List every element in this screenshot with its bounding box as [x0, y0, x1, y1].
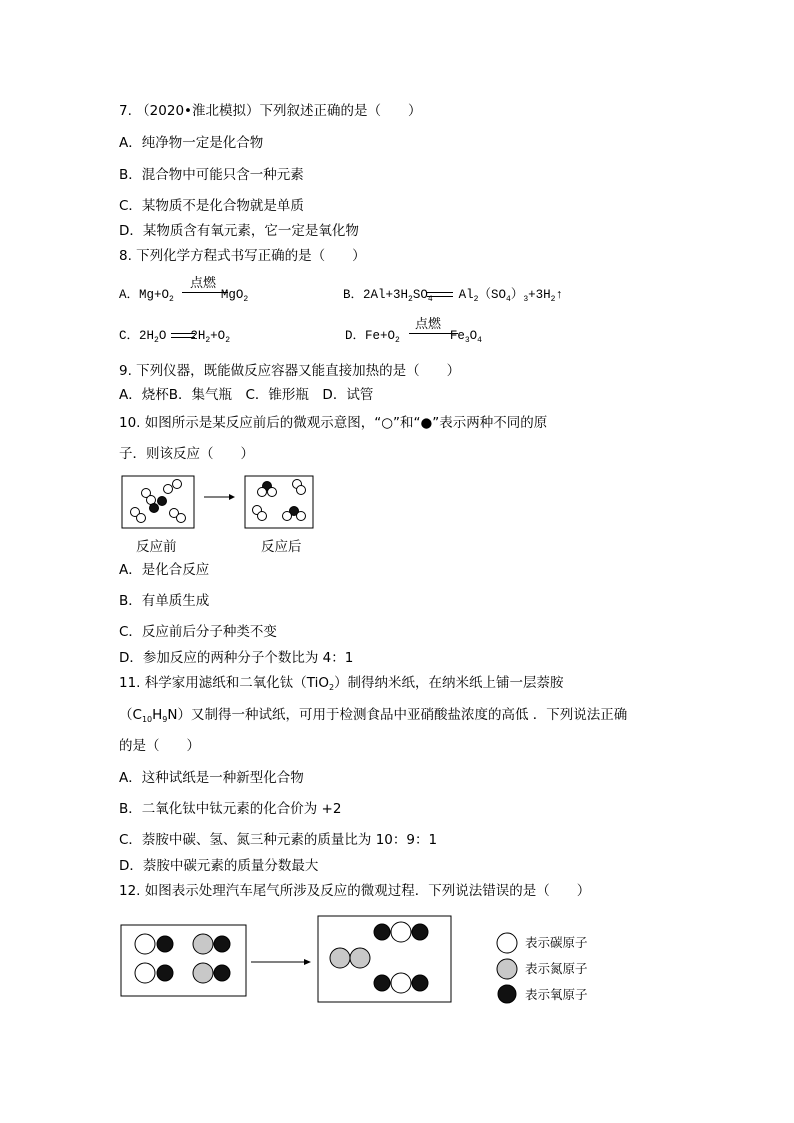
q9-stem: 9. 下列仪器，既能做反应容器又能直接加热的是（ ） [119, 363, 461, 379]
nitrogen-atom [193, 934, 213, 954]
reactants-box [121, 925, 246, 996]
q7-option-b: B．混合物中可能只含一种元素 [119, 167, 304, 183]
white-atom [170, 509, 179, 518]
q10-option-c: C．反应前后分子种类不变 [119, 624, 277, 640]
white-atom [258, 488, 267, 497]
white-atom [142, 489, 151, 498]
q7-option-d: D．某物质含有氧元素，它一定是氧化物 [119, 223, 359, 239]
black-atom [263, 482, 272, 491]
legend-oxygen-label: 表示氧原子 [525, 987, 588, 1002]
q8a-condition: 点燃 [190, 276, 217, 291]
black-atom [150, 504, 159, 513]
white-atom [173, 480, 182, 489]
nitrogen-atom [330, 948, 350, 968]
legend-oxygen-icon [498, 985, 516, 1003]
reaction-arrow-head [229, 494, 235, 500]
products-box [318, 916, 451, 1002]
q7-option-a: A．纯净物一定是化合物 [119, 135, 264, 151]
oxygen-atom [214, 936, 230, 952]
before-box [122, 476, 194, 528]
legend-nitrogen-icon [497, 959, 517, 979]
white-atom [164, 485, 173, 494]
q12-stem: 12. 如图表示处理汽车尾气所涉及反应的微观过程．下列说法错误的是（ ） [119, 883, 591, 899]
q10-caption-before: 反应前 [136, 539, 177, 555]
nitrogen-atom [193, 963, 213, 983]
white-atom [268, 488, 277, 497]
carbon-atom [391, 922, 411, 942]
after-box [245, 476, 313, 528]
reaction-arrow-head [304, 959, 311, 965]
q11-option-b: B．二氧化钛中钛元素的化合价为 +2 [119, 801, 342, 817]
q9-options: A．烧杯B．集气瓶 C．锥形瓶 D．试管 [119, 387, 374, 403]
q8d-equation-bar [409, 333, 458, 334]
oxygen-atom [214, 965, 230, 981]
q11-stem-line2: $(C_{10}H_9N)$又制得一种试纸，可用于检测食品中亚硝酸盐浓度的高低 ．下列说法正确 [119, 707, 628, 724]
q11-option-a: A．这种试纸是一种新型化合物 [119, 770, 304, 786]
legend-carbon-icon [497, 933, 517, 953]
q8a-equation-bar [182, 292, 228, 293]
q8-option-b: B．$2Al+3H_2SO_4$ $Al_2(SO_4)_3+3H_2↑$ [343, 288, 563, 304]
q8-option-c: C．$2H_2O$ $2H_2+O_2$ [119, 329, 230, 345]
black-atom [158, 497, 167, 506]
black-atom [290, 507, 299, 516]
white-atom [293, 480, 302, 489]
white-atom [258, 512, 267, 521]
oxygen-atom [157, 936, 173, 952]
oxygen-atom [412, 975, 428, 991]
q8b-equals-sign [427, 292, 453, 297]
oxygen-atom [157, 965, 173, 981]
q10-caption-after: 反应后 [261, 539, 302, 555]
nitrogen-atom [350, 948, 370, 968]
white-atom [297, 486, 306, 495]
white-atom [137, 514, 146, 523]
q11-stem-line3: 的是（ ） [119, 738, 200, 754]
q10-stem-line1: 10. 如图所示是某反应前后的微观示意图，“○”和“●”表示两种不同的原 [119, 415, 548, 431]
q11-stem-line1: 11. 科学家用滤纸和二氧化钛（TiO$_2$）制得纳米纸，在纳米纸上铺一层萘胺 [119, 675, 564, 692]
q7-option-c: C．某物质不是化合物就是单质 [119, 198, 304, 214]
q8-stem: 8. 下列化学方程式书写正确的是（ ） [119, 248, 366, 264]
q8-option-a: A．$Mg+O_2$ MgO$_2$ [119, 288, 249, 304]
carbon-atom [135, 963, 155, 983]
q8c-equals-sign [171, 333, 195, 338]
q10-option-b: B．有单质生成 [119, 593, 210, 609]
q11-option-c: C．萘胺中碳、氢、氮三种元素的质量比为 10：9：1 [119, 832, 438, 848]
white-atom [177, 514, 186, 523]
q8-option-d: D．$Fe+O_2$ $Fe_3O_4$ [345, 329, 482, 345]
legend-carbon-label: 表示碳原子 [525, 935, 588, 950]
q11-option-d: D．萘胺中碳元素的质量分数最大 [119, 858, 319, 874]
white-atom [131, 508, 140, 517]
q10-option-a: A．是化合反应 [119, 562, 210, 578]
q10-option-d: D．参加反应的两种分子个数比为 4：1 [119, 650, 354, 666]
legend-nitrogen-label: 表示氮原子 [525, 961, 588, 976]
carbon-atom [391, 973, 411, 993]
oxygen-atom [412, 924, 428, 940]
white-atom [147, 496, 156, 505]
q8d-condition: 点燃 [415, 317, 442, 332]
white-atom [297, 512, 306, 521]
q7-stem: 7. （2020•淮北模拟）下列叙述正确的是（ ） [119, 103, 422, 119]
white-atom [283, 512, 292, 521]
oxygen-atom [374, 924, 390, 940]
carbon-atom [135, 934, 155, 954]
white-atom [253, 506, 262, 515]
q10-stem-line2: 子．则该反应（ ） [119, 446, 254, 462]
oxygen-atom [374, 975, 390, 991]
